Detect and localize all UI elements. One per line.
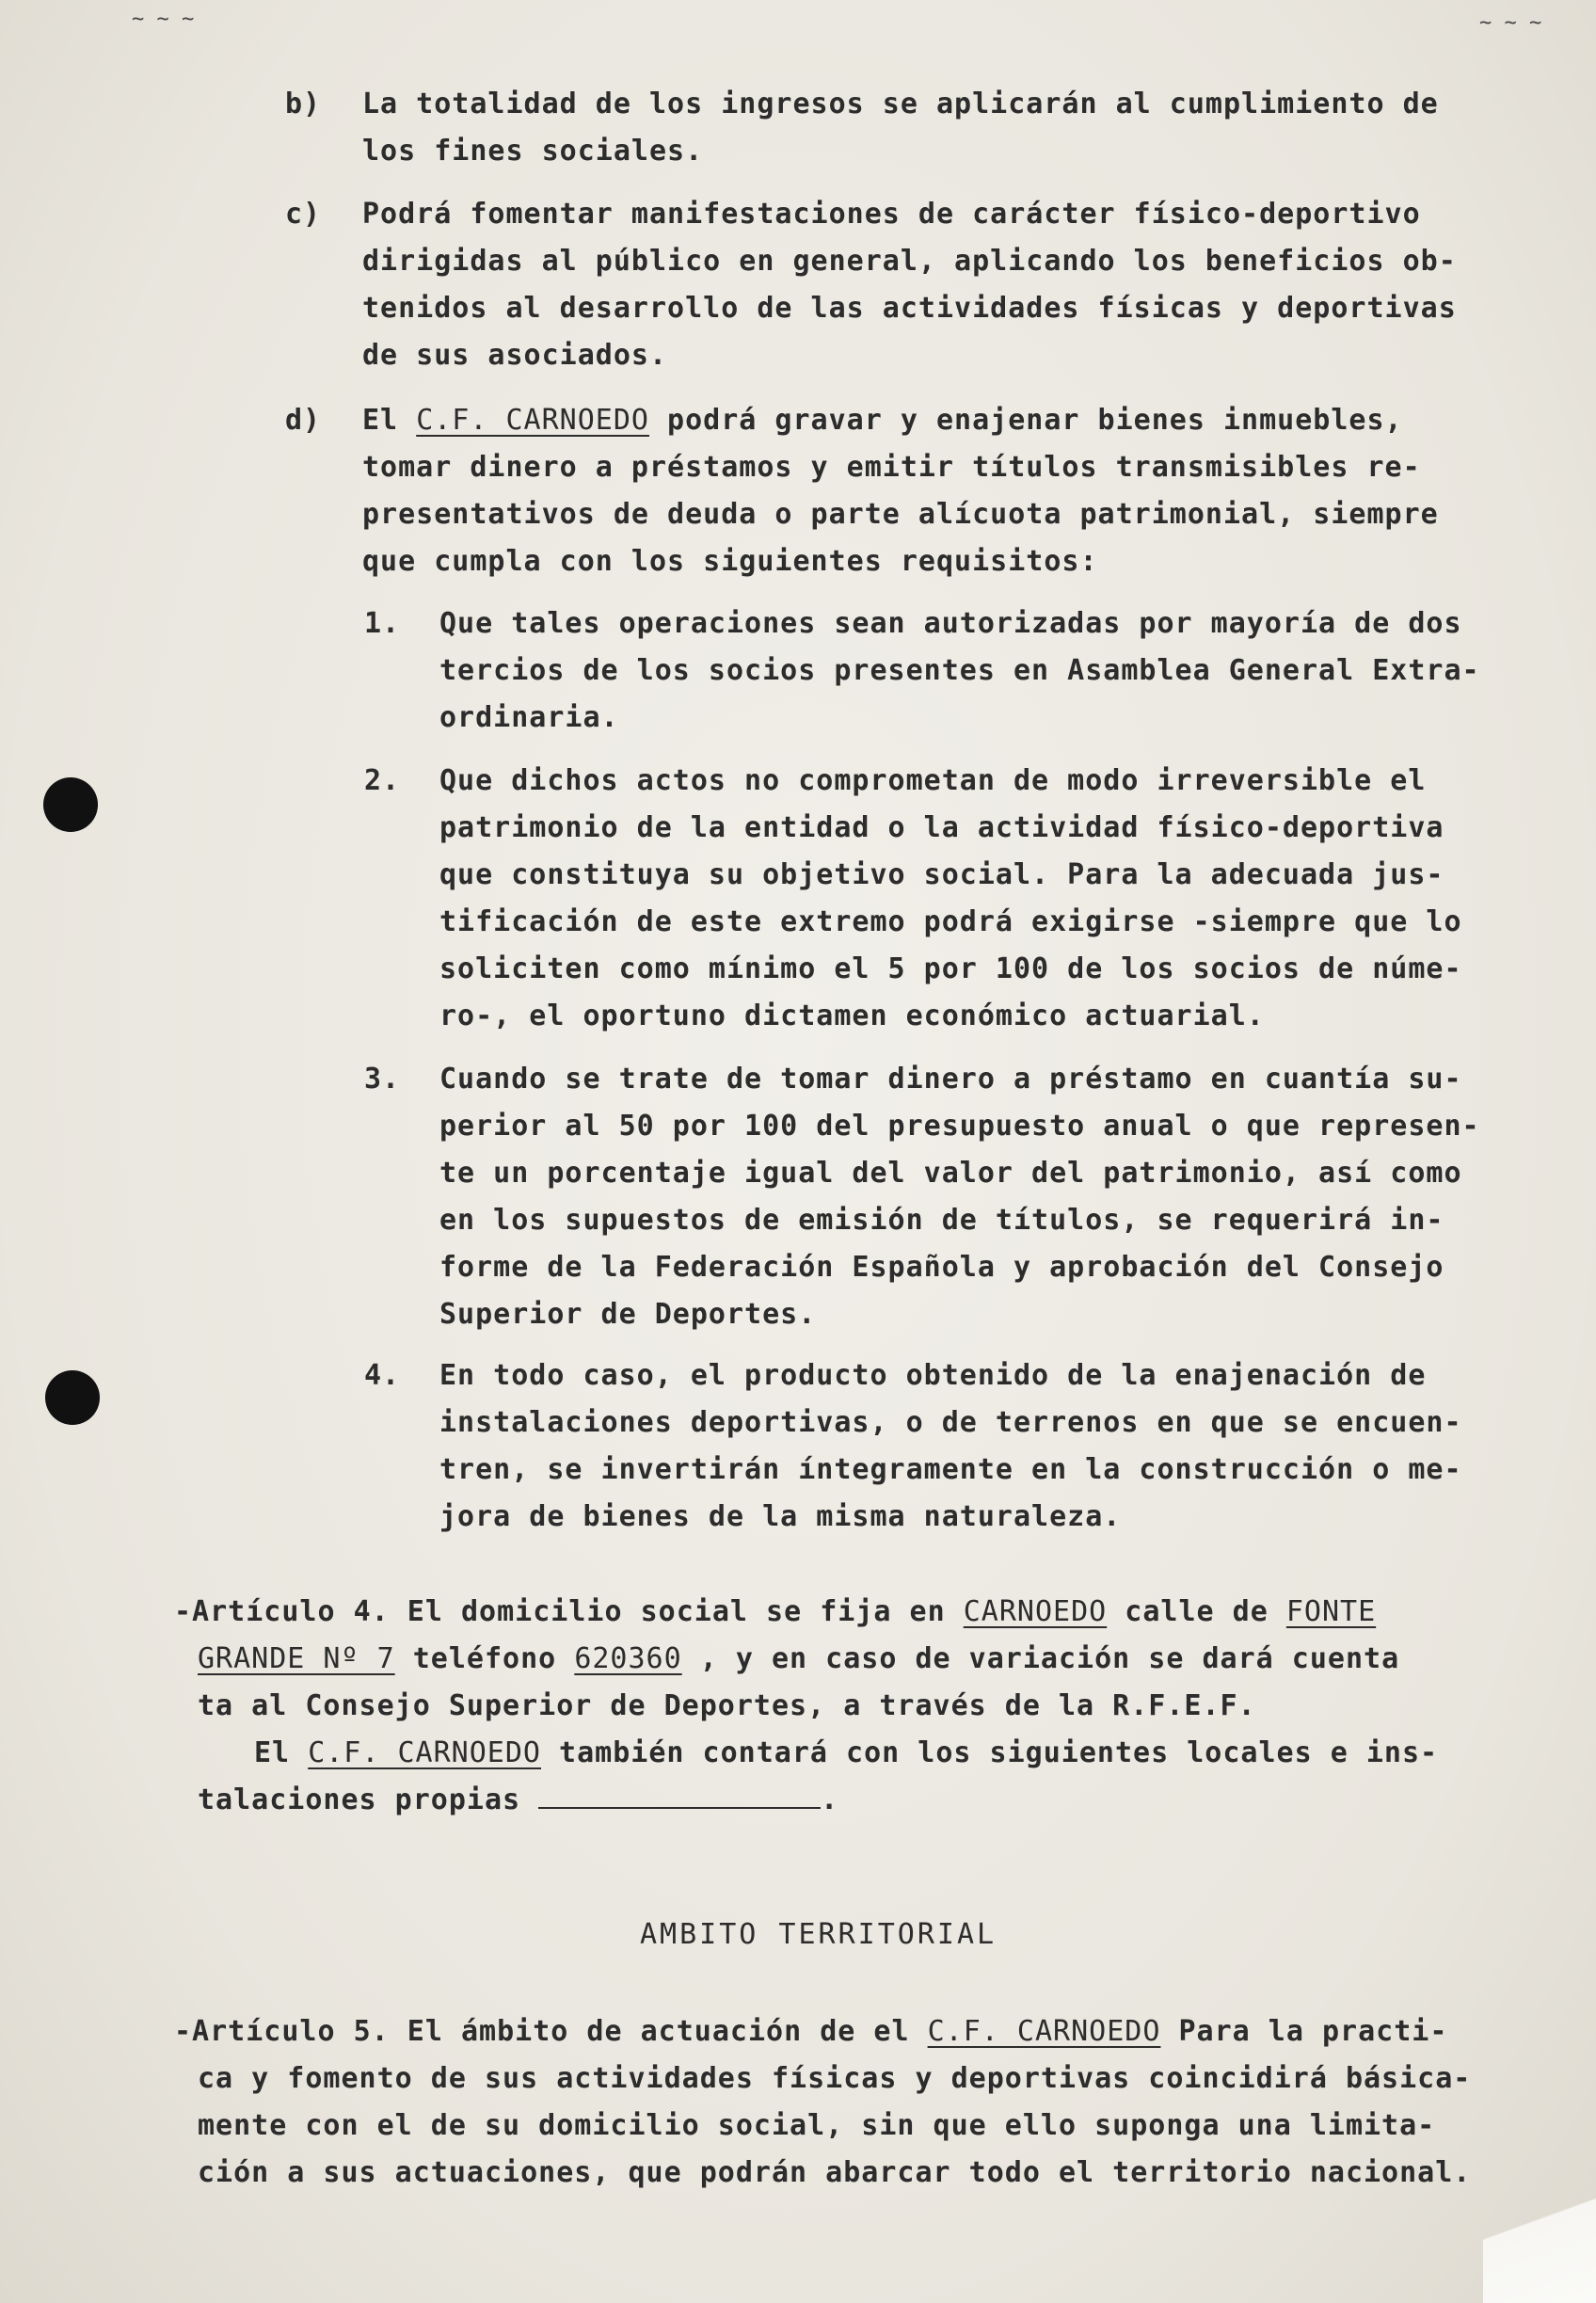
city-name: CARNOEDO [963,1595,1108,1628]
req-2-line: que constituya su objetivo social. Para la adecuada jus- [439,858,1444,891]
page-corner-fold [1483,2152,1596,2303]
req-4-number: 4. [364,1359,401,1392]
req-3-line: te un porcentaje igual del valor del patrimonio, así como [439,1157,1462,1190]
street-number: GRANDE Nº 7 [198,1642,395,1675]
req-3-line: Cuando se trate de tomar dinero a préstamo en cuantía su- [439,1063,1462,1096]
req-2-line: ro-, el oportuno dictamen económico actuarial. [439,1000,1265,1032]
req-4-line: jora de bienes de la misma naturaleza. [439,1500,1122,1533]
punch-hole-icon [43,777,98,832]
req-4-line: En todo caso, el producto obtenido de la enajenación de [439,1359,1427,1392]
item-b-line: La totalidad de los ingresos se aplicarán al cumplimiento de [362,88,1439,120]
req-2-line: patrimonio de la entidad o la actividad físico-deportiva [439,811,1444,844]
item-c-label: c) [285,198,322,231]
req-1-line: ordinaria. [439,701,619,734]
article-4-line: ta al Consejo Superior de Deportes, a través de la R.F.E.F. [198,1689,1256,1722]
req-2-line: tificación de este extremo podrá exigirse -siempre que lo [439,905,1462,938]
club-name: C.F. CARNOEDO [308,1736,541,1769]
club-name: C.F. CARNOEDO [416,404,649,437]
club-name: C.F. CARNOEDO [927,2015,1161,2048]
req-1-line: tercios de los socios presentes en Asamblea General Extra- [439,654,1480,687]
req-2-line: soliciten como mínimo el 5 por 100 de los socios de núme- [439,952,1462,985]
article-5-line: ca y fomento de sus actividades físicas y deportivas coincidirá básica- [198,2062,1472,2095]
req-3-line: perior al 50 por 100 del presupuesto anual o que represen- [439,1110,1480,1143]
req-2-line: Que dichos actos no comprometan de modo irreversible el [439,764,1427,797]
req-3-line: forme de la Federación Española y aprobación del Consejo [439,1251,1444,1284]
item-d-line: El C.F. CARNOEDO podrá gravar y enajenar bienes inmuebles, [362,404,1403,437]
punch-hole-icon [45,1370,100,1425]
item-c-line: de sus asociados. [362,339,668,372]
item-c-line: tenidos al desarrollo de las actividades físicas y deportivas [362,292,1457,325]
item-d-line: presentativos de deuda o parte alícuota patrimonial, siempre [362,498,1439,531]
req-1-number: 1. [364,607,401,640]
item-b-label: b) [285,88,322,120]
req-4-line: instalaciones deportivas, o de terrenos en que se encuen- [439,1406,1462,1439]
article-4-label: -Artículo 4. [174,1595,390,1628]
req-2-number: 2. [364,764,401,797]
corner-mark-left: ~ ~ ~ [132,8,195,31]
phone-number: 620360 [574,1642,682,1675]
req-4-line: tren, se invertirán íntegramente en la construcción o me- [439,1453,1462,1486]
article-4-line: El C.F. CARNOEDO también contará con los siguientes locales e ins- [254,1736,1439,1769]
item-c-line: Podrá fomentar manifestaciones de carácter físico-deportivo [362,198,1421,231]
article-4-line: -Artículo 4. El domicilio social se fija en CARNOEDO calle de FONTE [174,1595,1377,1628]
item-b-line: los fines sociales. [362,135,704,168]
req-1-line: Que tales operaciones sean autorizadas por mayoría de dos [439,607,1462,640]
article-4-line: talaciones propias . [198,1777,838,1824]
item-c-line: dirigidas al público en general, aplicando los beneficios ob- [362,245,1457,278]
req-3-number: 3. [364,1063,401,1096]
item-d-line: que cumpla con los siguientes requisitos: [362,545,1098,578]
blank-fill-line [538,1781,821,1809]
article-5-line: mente con el de su domicilio social, sin que ello suponga una limita- [198,2109,1436,2142]
article-5-label: -Artículo 5. [174,2015,390,2048]
article-4-line: GRANDE Nº 7 teléfono 620360 , y en caso de variación se dará cuenta [198,1642,1400,1675]
req-3-line: Superior de Deportes. [439,1298,817,1331]
street-name: FONTE [1285,1595,1377,1628]
item-d-label: d) [285,404,322,437]
req-3-line: en los supuestos de emisión de títulos, se requerirá in- [439,1204,1444,1237]
article-5-line: -Artículo 5. El ámbito de actuación de el C.F. CARNOEDO Para la practi- [174,2015,1448,2048]
corner-mark-right: ~ ~ ~ [1479,11,1542,35]
section-title: AMBITO TERRITORIAL [640,1918,998,1951]
article-5-line: ción a sus actuaciones, que podrán abarcar todo el territorio nacional. [198,2156,1472,2189]
item-d-line: tomar dinero a préstamos y emitir títulos transmisibles re- [362,451,1421,484]
